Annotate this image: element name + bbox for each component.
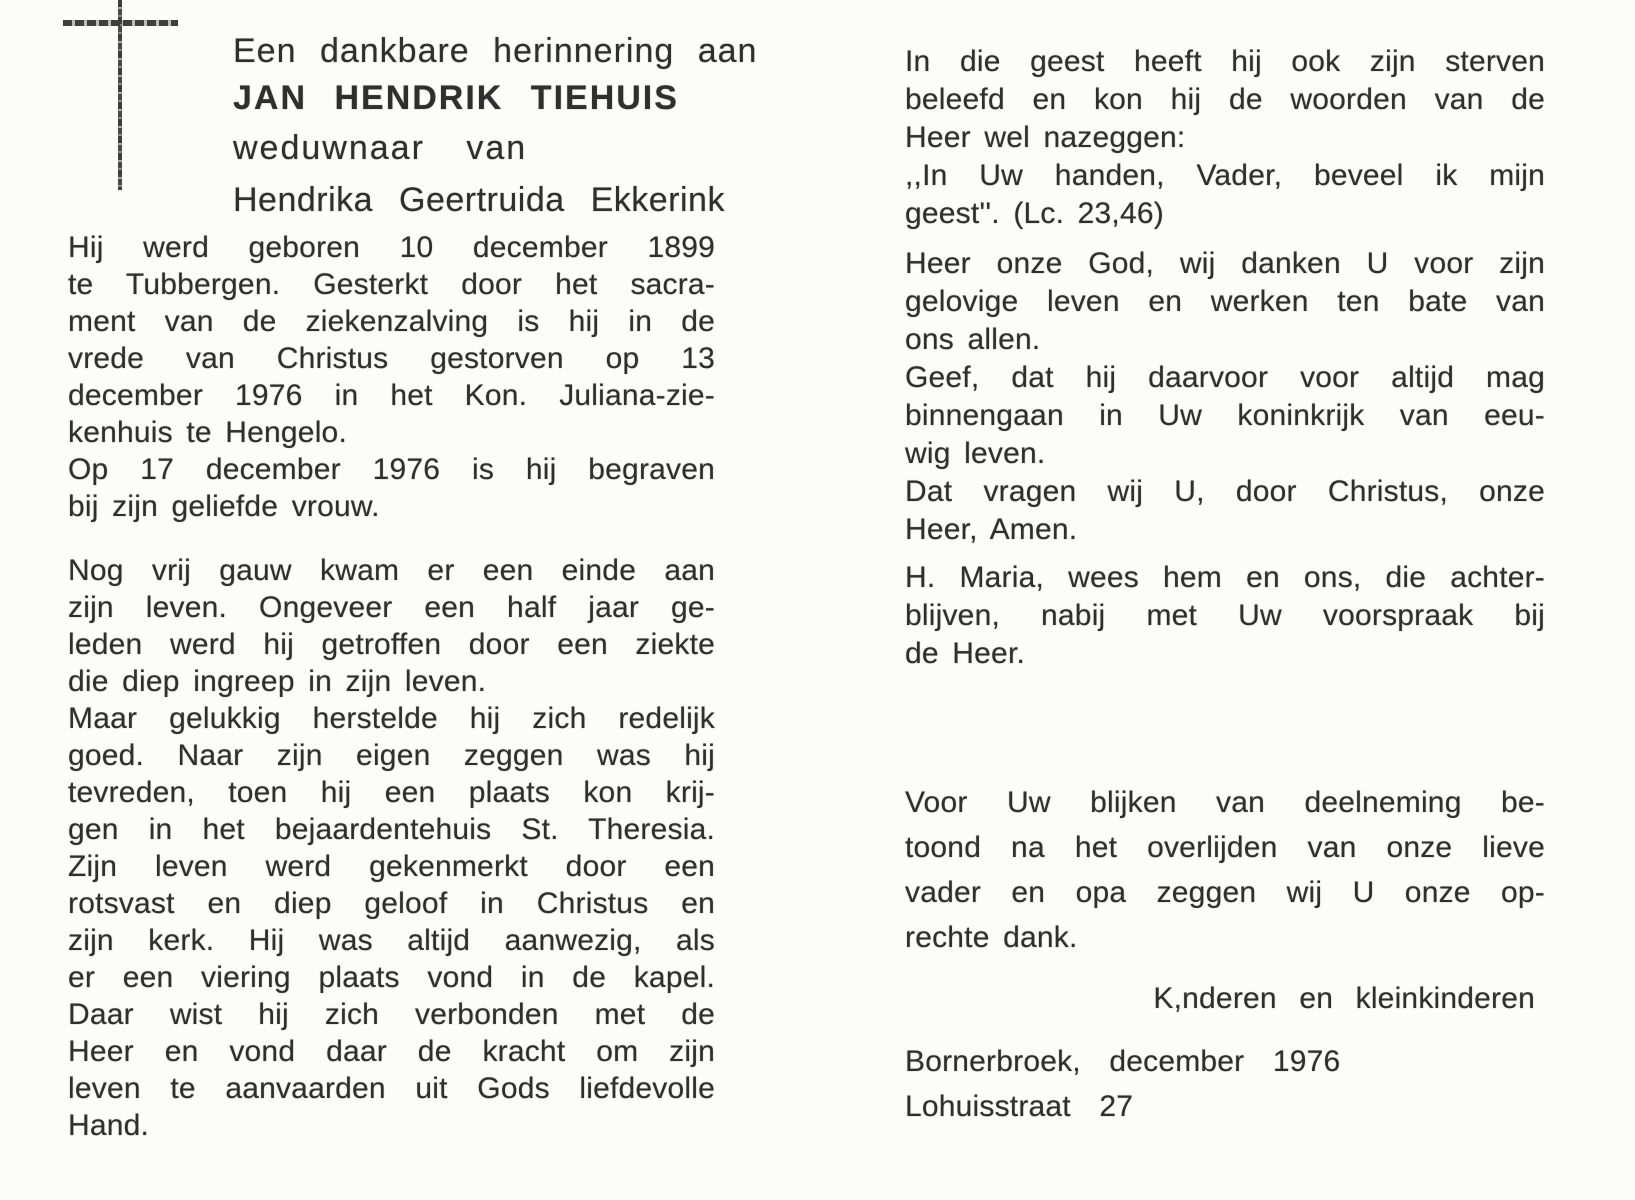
text-line: Geef, dat hij daarvoor voor altijd mag (905, 361, 1545, 394)
text-line: rotsvast en diep geloof in Christus en (68, 887, 715, 920)
text-line: ment van de ziekenzalving is hij in de (68, 305, 715, 338)
text-line: Heer wel nazeggen: (905, 121, 1186, 154)
text-line: geest''. (Lc. 23,46) (905, 197, 1164, 230)
right-text-column (905, 43, 1545, 1129)
text-line: Op 17 december 1976 is hij begraven (68, 453, 715, 486)
text-line: gelovige leven en werken ten bate van (905, 285, 1545, 318)
text-line: toond na het overlijden van onze lieve (905, 831, 1545, 864)
life-story-paragraph (68, 552, 715, 1144)
text-line: er een viering plaats vond in de kapel. (68, 961, 715, 994)
maria-prayer-paragraph (905, 559, 1545, 673)
text-line: te Tubbergen. Gesterkt door het sacra- (68, 268, 715, 301)
text-line: Maar gelukkig herstelde hij zich redelijk (68, 702, 715, 735)
text-line: de Heer. (905, 637, 1026, 670)
text-line: leven te aanvaarden uit Gods liefdevolle (68, 1072, 715, 1105)
text-line: ,,In Uw handen, Vader, beveel ik mijn (905, 159, 1545, 192)
text-line: Hand. (68, 1109, 150, 1142)
text-line: zijn kerk. Hij was altijd aanwezig, als (68, 924, 715, 957)
thanksgiving-prayer-paragraph (905, 245, 1545, 549)
text-line: ons allen. (905, 323, 1041, 356)
text-line: kenhuis te Hengelo. (68, 416, 347, 449)
dying-words-paragraph (905, 43, 1545, 233)
signature-line (905, 980, 1545, 1018)
spouse-name: Hendrika Geertruida Ekkerink (233, 181, 725, 219)
text-line: vader en opa zeggen wij U onze op- (905, 876, 1545, 909)
memorial-intro-text: Een dankbare herinnering aan (233, 32, 758, 70)
text-line: wig leven. (905, 437, 1046, 470)
text-line: Heer onze God, wij danken U voor zijn (905, 247, 1545, 280)
place-date-block (905, 1039, 1545, 1129)
text-line: Zijn leven werd gekenmerkt door een (68, 850, 715, 883)
text-line: rechte dank. (905, 921, 1078, 954)
text-line: beleefd en kon hij de woorden van de (905, 83, 1545, 116)
text-line: tevreden, toen hij een plaats kon krij- (68, 776, 715, 809)
cross-horizontal-bar (63, 20, 178, 26)
text-line: In die geest heeft hij ook zijn sterven (905, 45, 1545, 78)
text-line: Daar wist hij zich verbonden met de (68, 998, 715, 1031)
text-line: die diep ingreep in zijn leven. (68, 665, 487, 698)
text-line: zijn leven. Ongeveer een half jaar ge- (68, 591, 715, 624)
text-line: Nog vrij gauw kwam er een einde aan (68, 554, 715, 587)
text-line: december 1976 in het Kon. Juliana-zie- (68, 379, 715, 412)
relation-label: weduwnaar van (233, 129, 528, 167)
text-line: Bornerbroek, december 1976 (905, 1045, 1341, 1078)
text-line: Dat vragen wij U, door Christus, onze (905, 475, 1545, 508)
left-text-column (68, 229, 715, 1144)
text-line: leden werd hij getroffen door een ziekte (68, 628, 715, 661)
text-line: K,nderen en kleinkinderen (1153, 982, 1535, 1015)
text-line: goed. Naar zijn eigen zeggen was hij (68, 739, 715, 772)
deceased-name: JAN HENDRIK TIEHUIS (233, 79, 679, 117)
text-line: blijven, nabij met Uw voorspraak bij (905, 599, 1545, 632)
text-line: Hij werd geboren 10 december 1899 (68, 231, 715, 264)
text-line: bij zijn geliefde vrouw. (68, 490, 380, 523)
text-line: Heer, Amen. (905, 513, 1078, 546)
card-header (233, 32, 758, 219)
text-line: gen in het bejaardentehuis St. Theresia. (68, 813, 715, 846)
birth-death-paragraph (68, 229, 715, 525)
cross-vertical-bar (118, 0, 122, 190)
text-line: binnengaan in Uw koninkrijk van eeu- (905, 399, 1545, 432)
text-line: Heer en vond daar de kracht om zijn (68, 1035, 715, 1068)
text-line: H. Maria, wees hem en ons, die achter- (905, 561, 1545, 594)
text-line: Voor Uw blijken van deelneming be- (905, 786, 1545, 819)
text-line: Lohuisstraat 27 (905, 1090, 1134, 1123)
text-line: vrede van Christus gestorven op 13 (68, 342, 715, 375)
acknowledgement-paragraph (905, 780, 1545, 960)
